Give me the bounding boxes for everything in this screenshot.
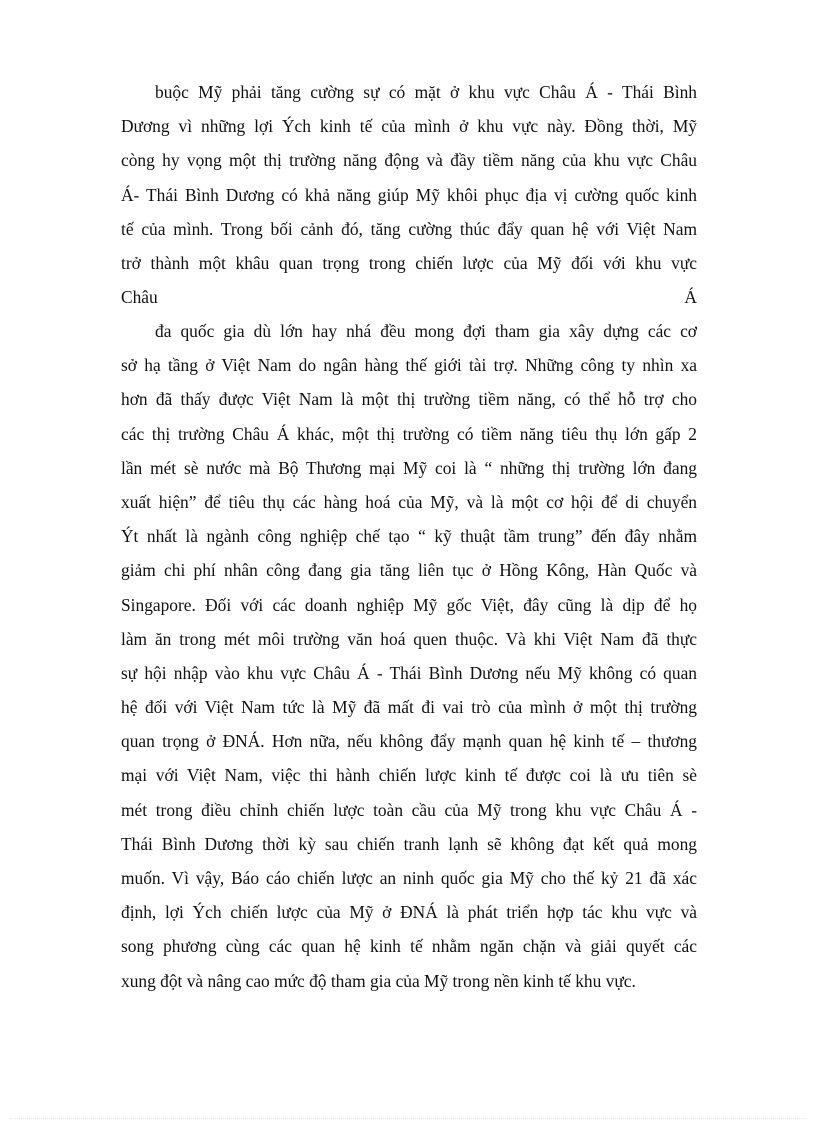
text-line: muốn. Vì vậy, Báo cáo chiến lược an ninh quốc gia Mỹ cho thế kỷ 21 đã xác — [121, 868, 697, 888]
text-line: quan trọng ở ĐNÁ. Hơn nữa, nếu không đẩy mạnh quan hệ kinh tế – thương — [121, 731, 697, 752]
page-bottom-border — [10, 1118, 806, 1119]
text-line: các thị trường Châu Á khác, một thị trường có tiềm năng tiêu thụ lớn gấp 2 — [121, 423, 697, 444]
text-line: song phương cùng các quan hệ kinh tế nhằm ngăn chặn và giải quyết các — [121, 936, 697, 957]
text-line: Á- Thái Bình Dương có khả năng giúp Mỹ khôi phục địa vị cường quốc kinh — [121, 184, 697, 205]
text-line: mét trong điều chỉnh chiến lược toàn cầu của Mỹ trong khu vực Châu Á - — [121, 799, 697, 820]
text-line: Ýt nhất là ngành công nghiệp chế tạo “ kỹ thuật tầm trung” đến đây nhằm — [121, 526, 697, 547]
text-line: còng hy vọng một thị trường năng động và đầy tiềm năng của khu vực Châu — [121, 150, 697, 171]
text-line: mại với Việt Nam, việc thi hành chiến lược kinh tế được coi là ưu tiên sè — [121, 765, 697, 786]
text-line: hệ đối với Việt Nam tức là Mỹ đã mất đi vai trò của mình ở một thị trường — [121, 697, 697, 718]
text-line: buộc Mỹ phải tăng cường sự có mặt ở khu vực Châu Á - Thái Bình — [155, 82, 697, 102]
text-line: xuất hiện” để tiêu thụ các hàng hoá của Mỹ, và là một cơ hội để di chuyển — [121, 491, 697, 512]
text-line: tế của mình. Trong bối cảnh đó, tăng cường thúc đẩy quan hệ với Việt Nam — [121, 218, 697, 239]
text-line: định, lợi Ých chiến lược của Mỹ ở ĐNÁ là phát triển hợp tác khu vực và — [121, 902, 697, 923]
text-line: trở thành một khâu quan trọng trong chiến lược của Mỹ đối với khu vực — [121, 252, 697, 273]
text-line: sở hạ tầng ở Việt Nam do ngân hàng thế giới tài trợ. Những công ty nhìn xa — [121, 355, 697, 376]
text-line: Châu Á — [121, 287, 697, 308]
text-line: làm ăn trong mét môi trường văn hoá quen thuộc. Và khi Việt Nam đã thực — [121, 628, 697, 649]
text-line: sự hội nhập vào khu vực Châu Á - Thái Bình Dương nếu Mỹ không có quan — [121, 662, 697, 683]
paragraph-1 — [121, 75, 697, 314]
paragraph-2 — [121, 314, 697, 998]
text-line: đa quốc gia dù lớn hay nhá đều mong đợi tham gia xây dựng các cơ — [155, 321, 697, 341]
text-line: Dương vì những lợi Ých kinh tế của mình ở khu vực này. Đồng thời, Mỹ — [121, 116, 697, 137]
text-line: xung đột và nâng cao mức độ tham gia của Mỹ trong nền kinh tế khu vực. — [121, 970, 636, 991]
text-line: Thái Bình Dương thời kỳ sau chiến tranh lạnh sẽ không đạt kết quả mong — [121, 833, 697, 854]
text-line: lần mét sè nước mà Bộ Thương mại Mỹ coi là “ những thị trường lớn đang — [121, 457, 697, 478]
text-line: giảm chi phí nhân công đang gia tăng liên tục ở Hồng Kông, Hàn Quốc và — [121, 560, 697, 581]
text-line: Singapore. Đối với các doanh nghiệp Mỹ gốc Việt, đây cũng là dịp để họ — [121, 594, 697, 615]
text-line: hơn đã thấy được Việt Nam là một thị trường tiềm năng, có thể hỗ trợ cho — [121, 389, 697, 410]
